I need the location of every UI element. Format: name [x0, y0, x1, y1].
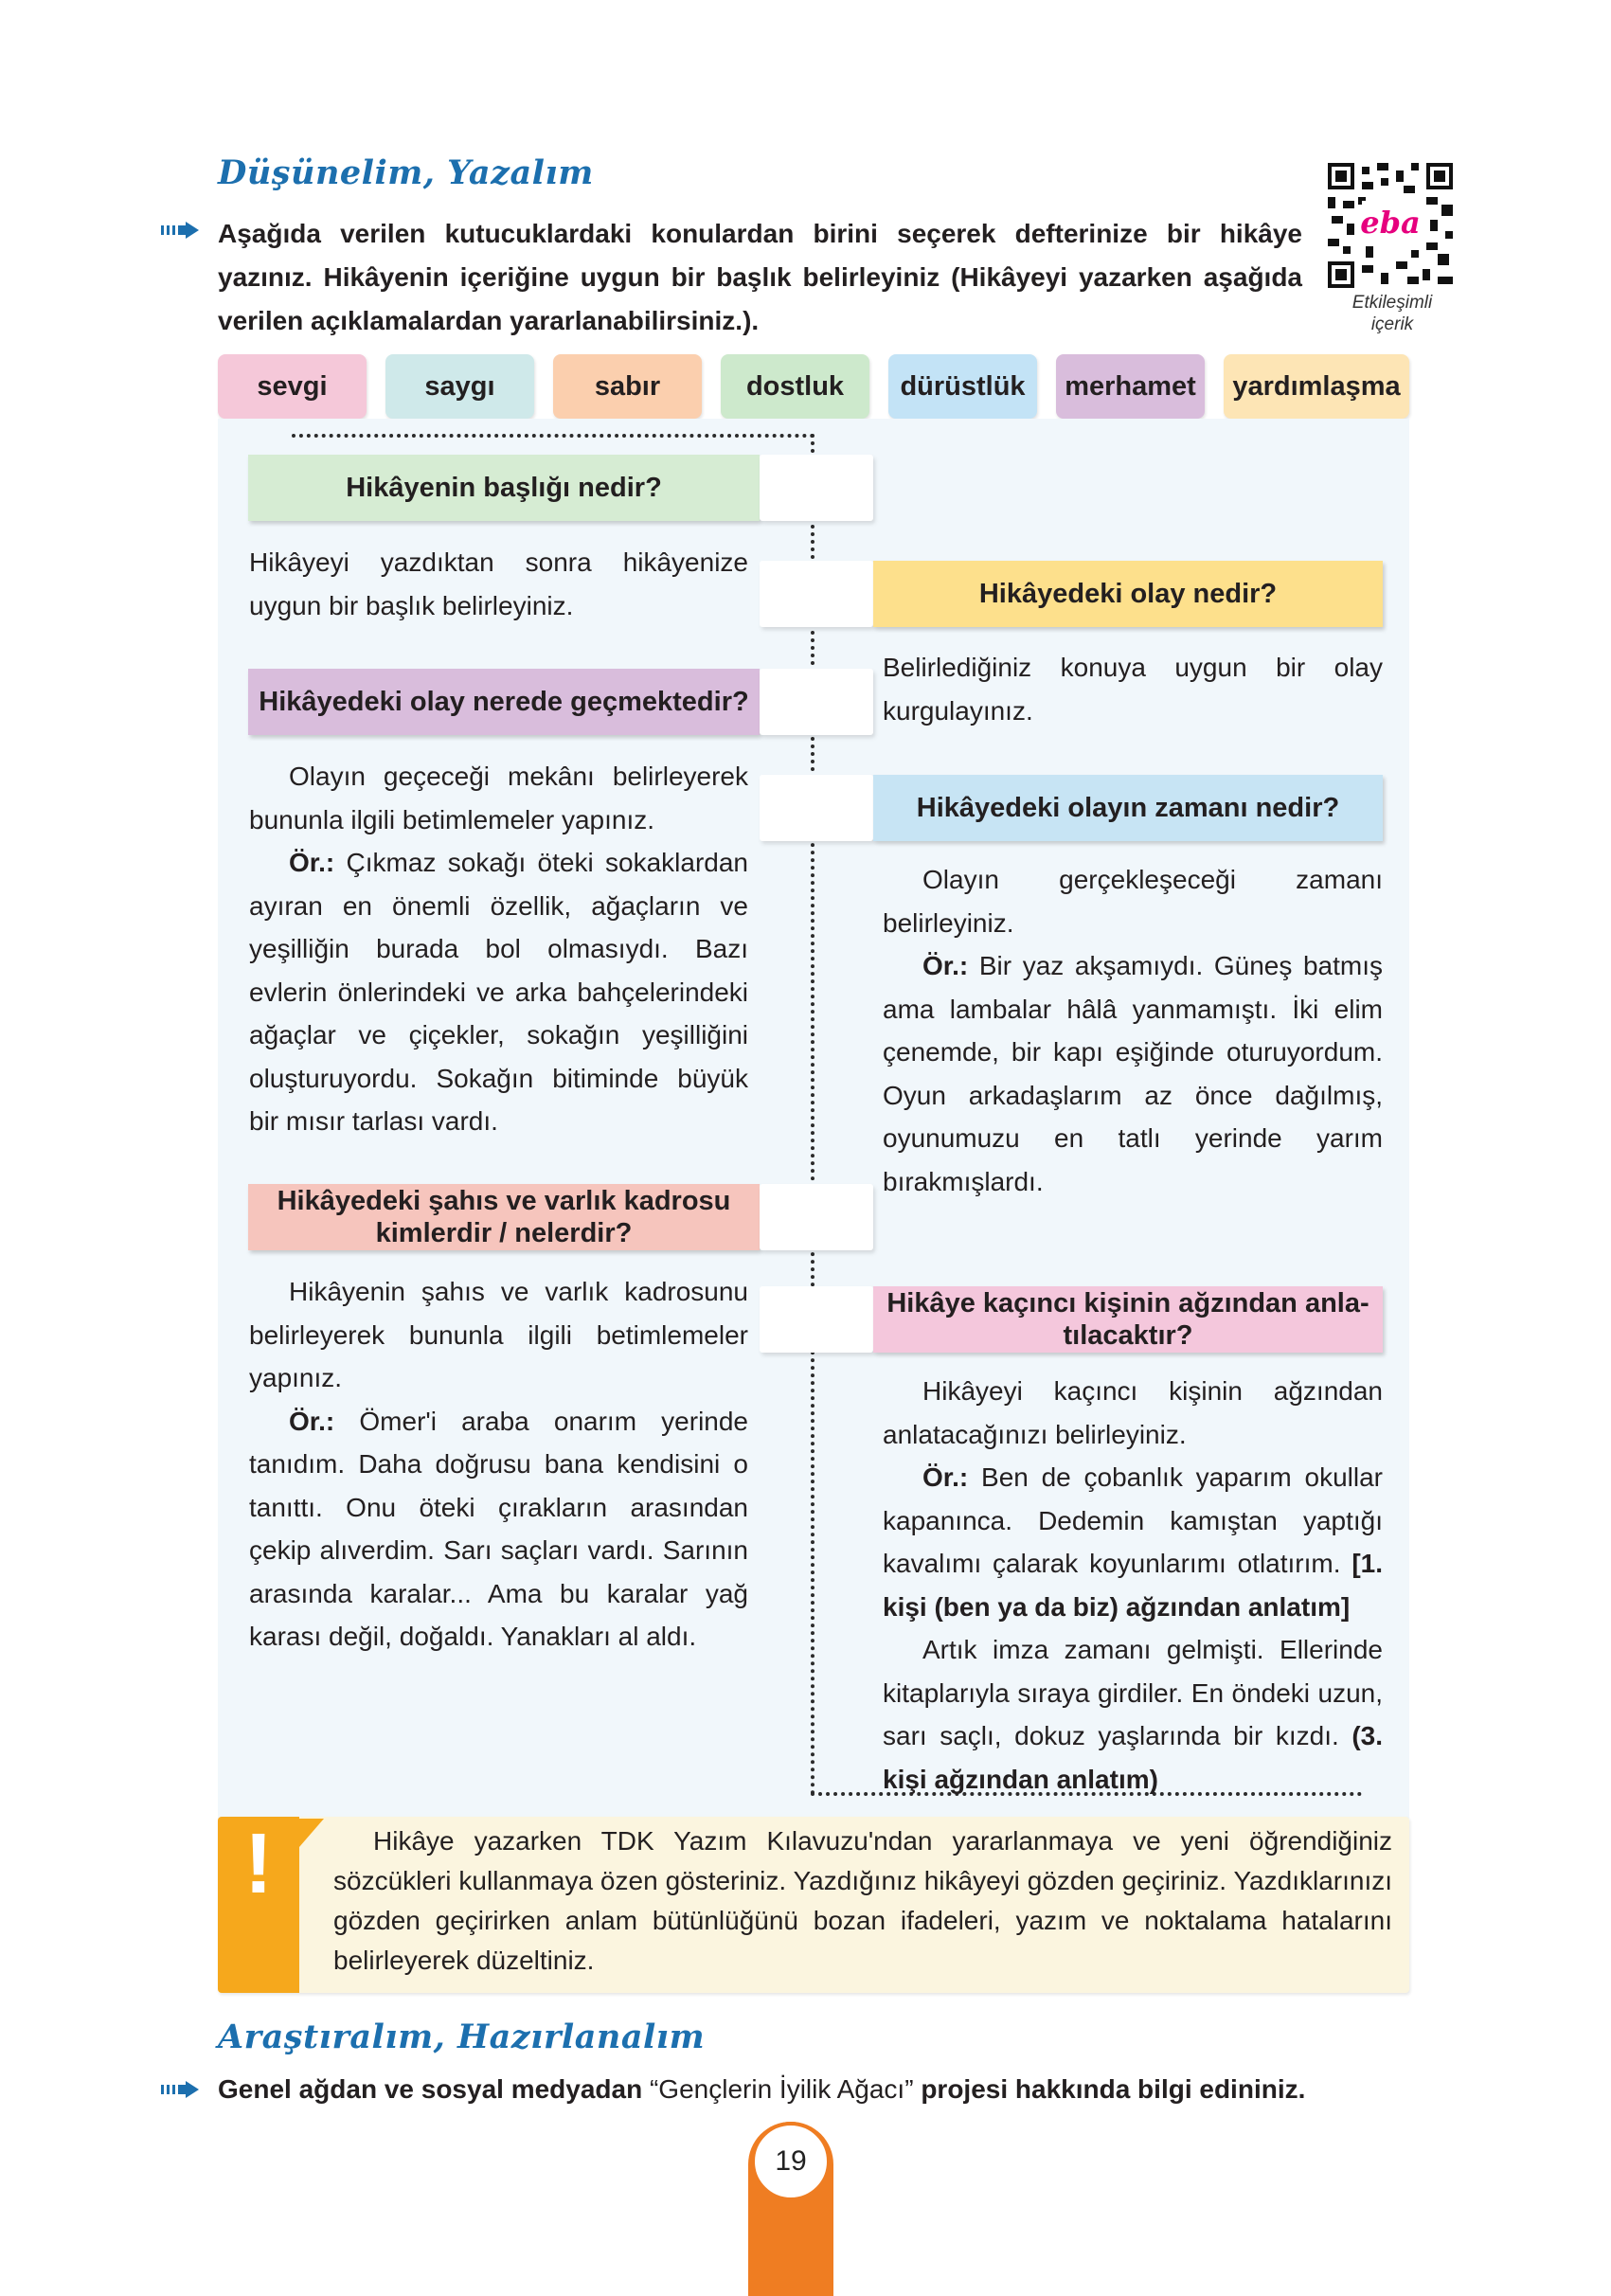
connector-tab: [760, 561, 873, 627]
section-title-write: Düşünelim, Yazalım: [218, 153, 594, 192]
connector-tab: [760, 1286, 873, 1353]
question-title-box: Hikâyedeki olay nerede geçmektedir?: [248, 669, 760, 735]
qr-caption: Etkileşimli içerik: [1351, 293, 1433, 334]
topic-chip-durustluk[interactable]: dürüstlük: [888, 354, 1037, 419]
connector-tab: [760, 455, 873, 521]
section-title-research: Araştıralım, Hazırlanalım: [218, 2018, 706, 2056]
research-instruction: Genel ağdan ve sosyal medyadan “Gençlerin İyilik Ağacı” projesi hakkında bilgi edininiz.: [218, 2074, 1306, 2104]
connector-tab: [760, 775, 873, 841]
topic-chip-dostluk[interactable]: dostluk: [721, 354, 869, 419]
answer-hint: Hikâyeyi yazdıktan sonra hikâyenize uygun bir başlık belirleyiniz.: [249, 547, 748, 620]
answer-hint: Olayın geçeceği mekânı belirleyerek bununla ilgili betimlemeler yapınız. Ör.: Çıkmaz sokağı öteki sokaklardan ayıran en önemli özellik, ağaçların ve yeşilliğin burada bol olmasıydı. Bazı evlerin önlerindeki ve arka bahçelerindeki ağaçlar ve çiçekler, sokağın yeşilliğini oluşturuyordu. Sokağın bitiminde büyük bir mısır tarlası vardı.: [249, 762, 748, 1136]
question-title-box: Hikâyedeki olayın zamanı nedir?: [873, 775, 1383, 841]
answer-hint: Hikâyeyi kaçıncı kişinin ağzından anlatacağınızı belirleyiniz. Ör.: Ben de çobanlık yaparım okullar kapanınca. Dedemin kamıştan yaptığı kavalımı çalarak koyunlarımı otlatırım. [1. kişi (ben ya da biz) ağzından anlatım] Artık imza zamanı gelmişti. Ellerinde kitaplarıyla sıraya girdiler. En öndeki uzun, sarı saçlı, dokuz yaşlarında bir kızdı. (3. kişi ağzından anlatım): [883, 1376, 1384, 1794]
arrow-right-icon: [161, 2081, 199, 2098]
qr-code-block[interactable]: [1328, 163, 1457, 335]
qr-code-icon[interactable]: [1328, 163, 1453, 288]
topic-chip-merhamet[interactable]: merhamet: [1056, 354, 1205, 419]
question-title-box: Hikâyedeki olay nedir?: [873, 561, 1383, 627]
answer-hint: Olayın gerçekleşeceği zamanı belirleyiniz. Ör.: Bir yaz akşamıydı. Güneş batmış ama lambalar hâlâ yanmamıştı. İki elim çenemde, bir kapı eşiğinde oturuyordum. Oyun arkadaşlarım az önce dağılmış, oyunumuzu en tatlı yerinde yarım bırakmışlardı.: [883, 865, 1384, 1196]
page-number: 19: [751, 2122, 831, 2201]
note-text: Hikâye yazarken TDK Yazım Kılavuzu'ndan yararlanmaya ve yeni öğrendiğiniz sözcükleri kullanmaya özen gösteriniz. Yazdığınız hikâyeyi gözden geçiriniz. Yazdıklarınızı gözden geçirirken anlam bütünlüğünü bozan ifadeleri, yazım ve noktalama hatalarını belirleyerek düzeltiniz.: [333, 1826, 1392, 1975]
connector-tab: [760, 669, 873, 735]
topic-chip-saygi[interactable]: saygı: [385, 354, 534, 419]
arrow-right-icon: [161, 222, 199, 239]
answer-hint: Belirlediğiniz konuya uygun bir olay kurgulayınız.: [883, 653, 1383, 726]
answer-hint: Hikâyenin şahıs ve varlık kadrosunu belirleyerek bununla ilgili betimlemeler yapınız. Ör.: Ömer'i araba onarım yerinde tanıdım. Daha doğrusu bana kendisini o tanıttı. Onu öteki çırakların arasından çekip alıverdim. Sarı saçları vardı. Sarının arasında karalar... Ama bu karalar yağ karası değil, doğaldı. Yanakları al aldı.: [249, 1277, 748, 1651]
connector-tab: [760, 1184, 873, 1250]
exclamation-icon: !: [244, 1816, 273, 1911]
topic-chip-yardimlasma[interactable]: yardımlaşma: [1224, 354, 1409, 419]
intro-instruction: Aşağıda verilen kutucuklardaki konulardan birini seçerek defterinize bir hikâye yazınız. Hikâyenin içeriğine uygun bir başlık belirleyiniz (Hikâyeyi yazarken aşağıda verilen açıklamalardan yararlanabilirsiniz.).: [218, 219, 1302, 335]
question-title-box: Hikâyedeki şahıs ve varlık kadrosu kimlerdir / nelerdir?: [248, 1184, 760, 1250]
svg-text:eba: eba: [1360, 205, 1421, 241]
note-bar-tip: [299, 1819, 324, 1847]
question-title-box: Hikâyenin başlığı nedir?: [248, 455, 760, 521]
dotted-divider-center: [811, 434, 814, 1796]
question-title-box: Hikâye kaçıncı kişinin ağzından anla- tılacaktır?: [873, 1286, 1383, 1353]
topic-chip-sabir[interactable]: sabır: [553, 354, 702, 419]
dotted-divider-top: [292, 434, 814, 438]
topic-chip-sevgi[interactable]: sevgi: [218, 354, 367, 419]
